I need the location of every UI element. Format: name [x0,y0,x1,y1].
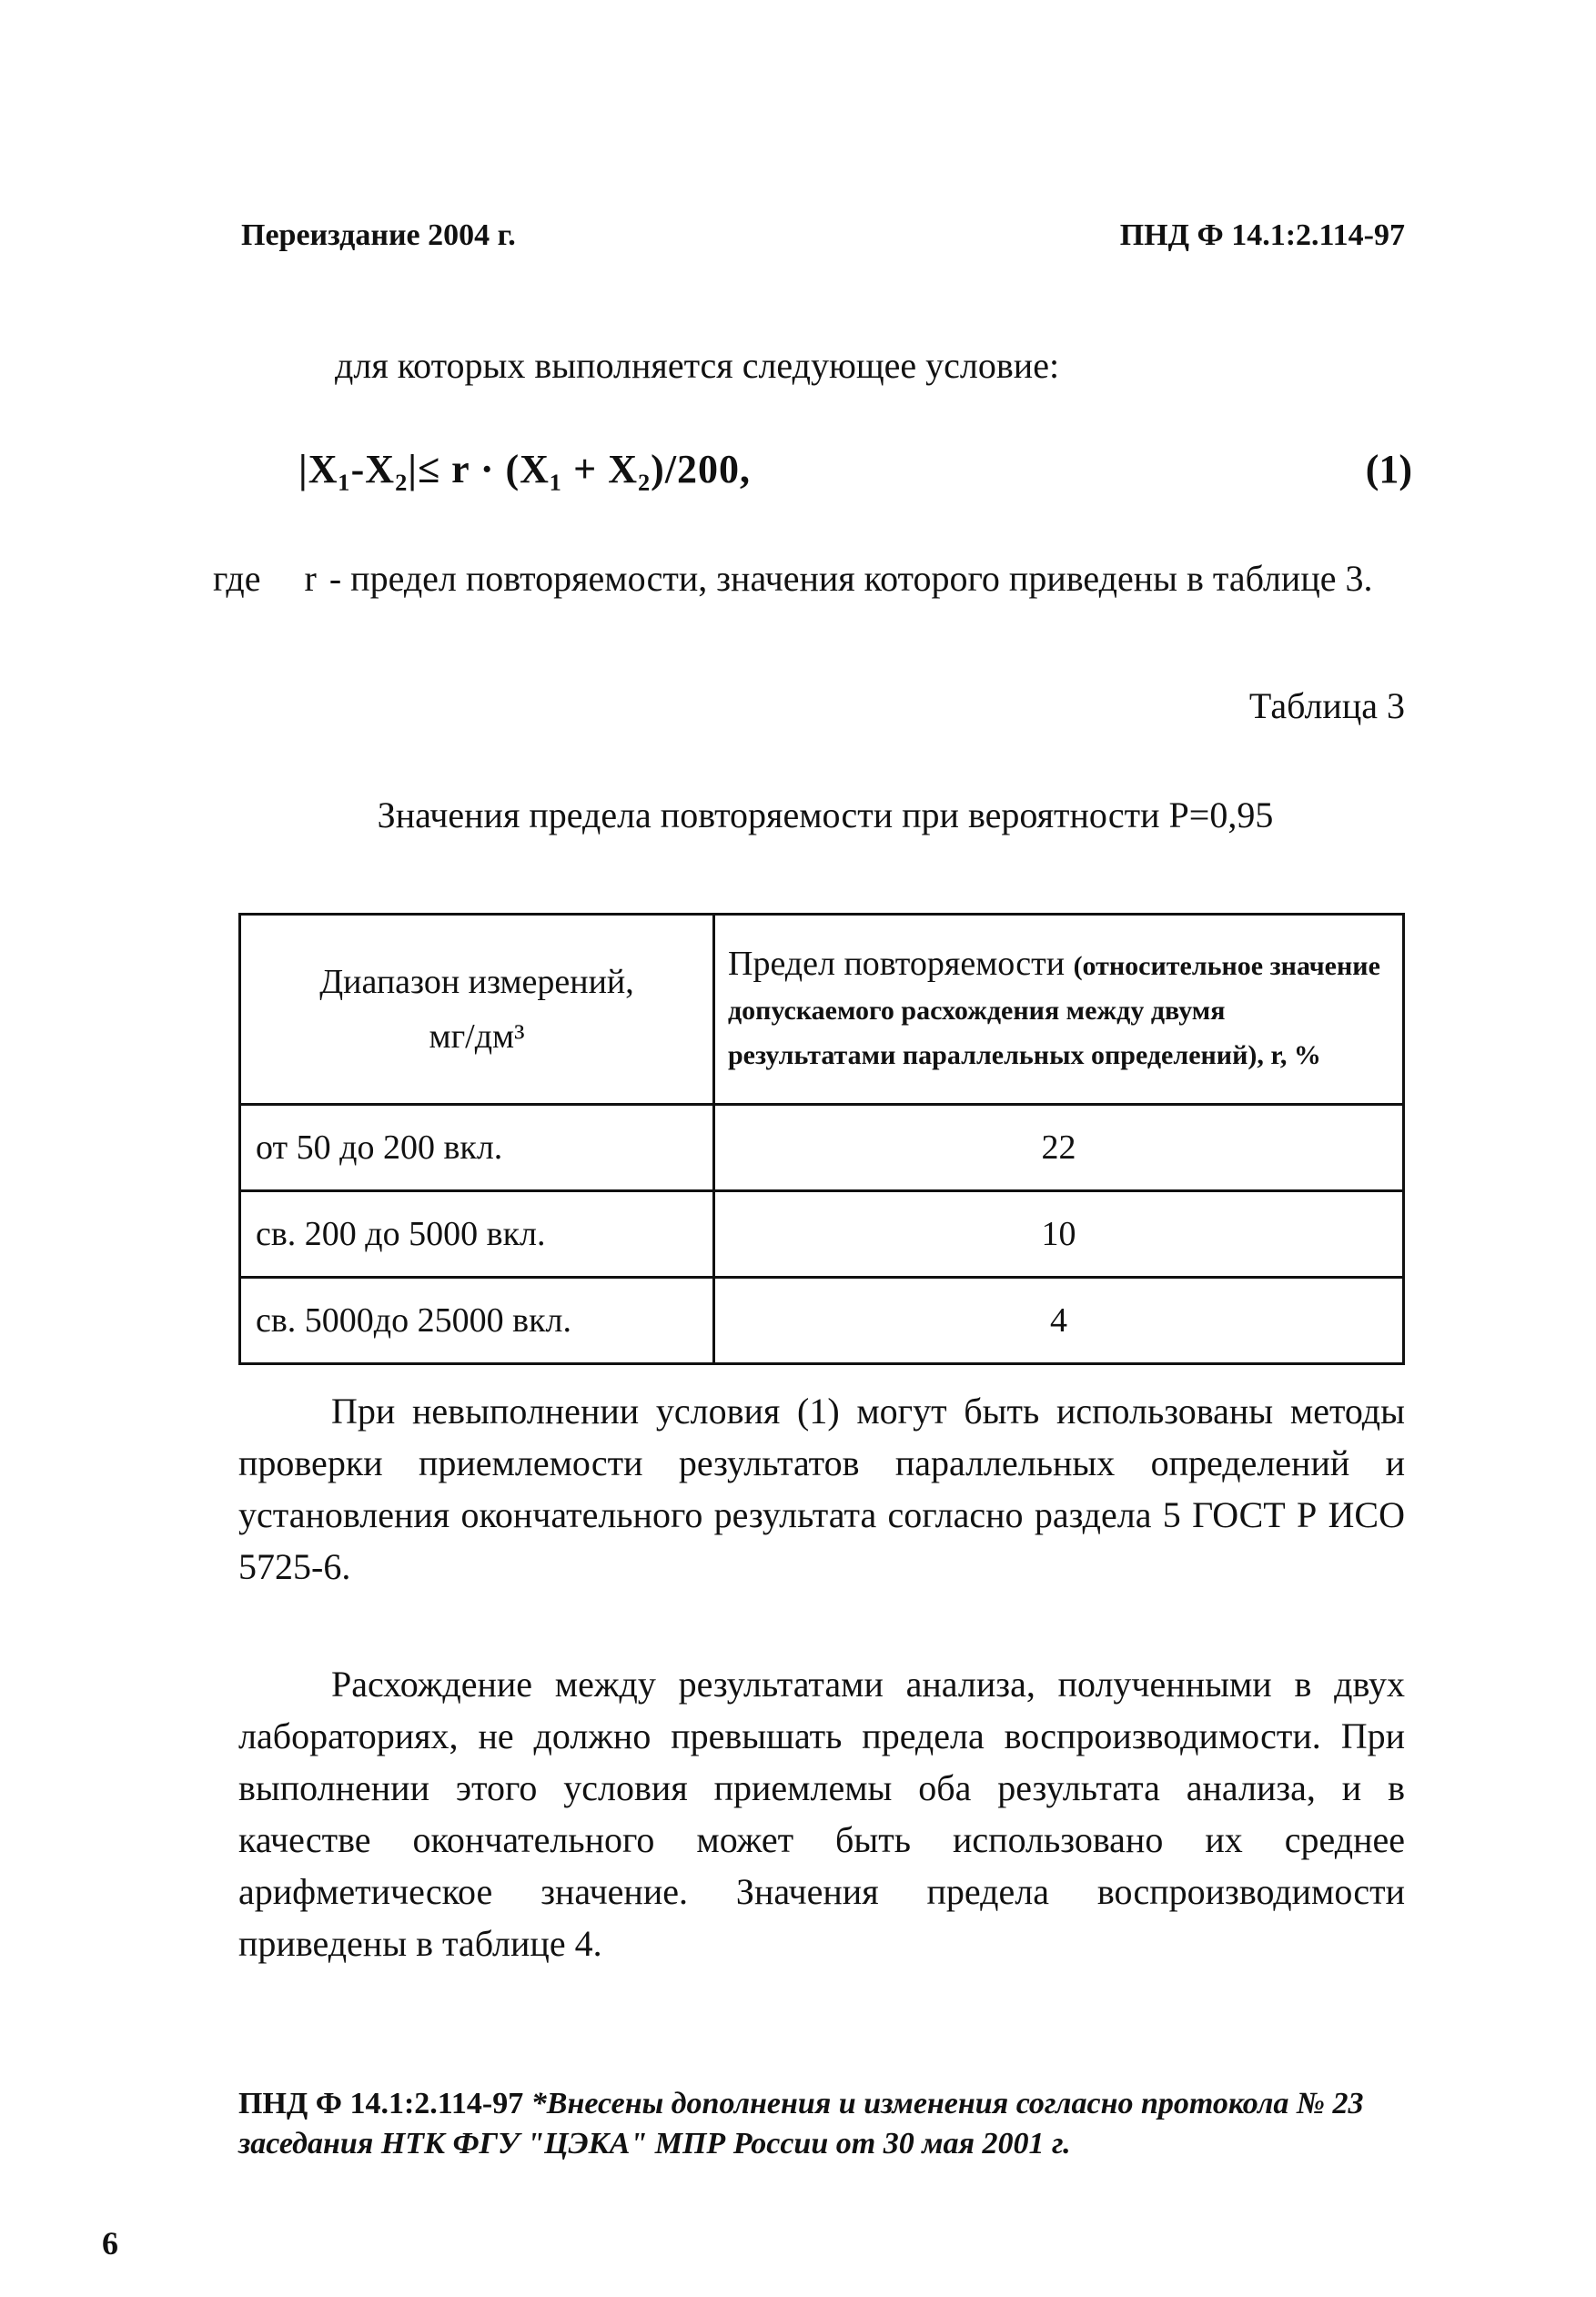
footnote-doc-code: ПНД Ф 14.1:2.114-97 [238,2087,524,2120]
legend-where-word: где [213,558,261,599]
paragraph-acceptability [238,1385,1405,1593]
header-range [240,915,714,1105]
legend-description: - предел повторяемости, значения которого приведены в таблице 3. [328,558,1373,599]
footnote [238,2084,1412,2164]
table-label: Таблица 3 [1248,685,1405,726]
header-limit-note: (относительное значение допускаемого расхождения между двумя результатами параллельных определений), r, % [728,950,1380,1070]
table-row [240,1278,1404,1364]
equation-number: (1) [1365,447,1412,491]
row-value: 22 [714,1105,1404,1191]
table-header-row [240,915,1404,1105]
header-edition: Переиздание 2004 г. [241,218,516,252]
legend-symbol: r [304,558,317,599]
row-value: 4 [714,1278,1404,1364]
header-range-line1: Диапазон измерений, [319,963,634,1001]
formula: |X₁-X₂|≤ r · (X₁ + X₂)/200, [298,447,752,491]
page-number: 6 [102,2225,118,2262]
header-doc-code: ПНД Ф 14.1:2.114-97 [1119,218,1405,252]
row-range: св. 5000до 25000 вкл. [240,1278,714,1364]
row-range: от 50 до 200 вкл. [240,1105,714,1191]
footnote-text: *Внесены дополнения и изменения согласно протокола № 23 заседания НТК ФГУ "ЦЭКА" МПР России от 30 мая 2001 г. [238,2087,1364,2160]
intro-text: для которых выполняется следующее условие: [335,345,1060,386]
paragraph-reproducibility-text: Расхождение между результатами анализа, полученными в двух лабораториях, не должно превышать предела воспроизводимости. При выполнении этого условия приемлемы оба результата анализа, и в качестве окончательного может быть использовано их среднее арифметическое значение. Значения предела воспроизводимости приведены в таблице 4. [238,1664,1405,1964]
header-limit [714,915,1404,1105]
header-limit-main: Предел повторяемости [728,944,1066,983]
table-caption: Значения предела повторяемости при вероятности P=0,95 [377,794,1274,835]
repeatability-table [238,913,1405,1365]
paragraph-acceptability-text: При невыполнении условия (1) могут быть использованы методы проверки приемлемости результатов параллельных определений и установления окончательного результата согласно раздела 5 ГОСТ Р ИСО 5725-6. [238,1391,1405,1587]
table-row [240,1105,1404,1191]
table-row [240,1191,1404,1278]
row-value: 10 [714,1191,1404,1278]
paragraph-reproducibility [238,1658,1405,1969]
row-range: св. 200 до 5000 вкл. [240,1191,714,1278]
header-range-unit: мг/дм³ [429,1017,525,1056]
formula-legend [213,557,1372,600]
